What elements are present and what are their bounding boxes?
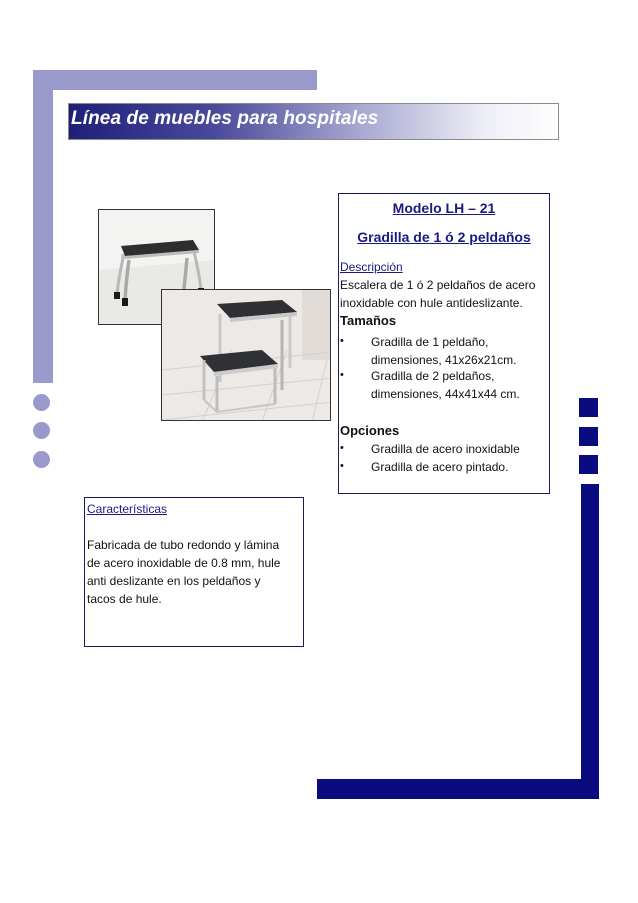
features-line: Fabricada de tubo redondo y lámina [87,538,280,552]
decor-square [579,427,598,446]
page-title: Línea de muebles para hospitales [71,108,379,129]
features-label: Características [87,502,168,516]
decor-dot [33,422,50,439]
sizes-label: Tamaños [340,313,397,328]
features-line: tacos de hule. [87,592,162,606]
decor-square [579,455,598,474]
size-item-line: dimensiones, 41x26x21cm. [371,353,517,367]
decor-navy-right-bar [581,484,599,799]
size-item-line: Gradilla de 1 peldaño, [371,335,489,349]
option-item: Gradilla de acero pintado. [371,460,509,474]
model-title: Modelo LH – 21 [392,200,496,216]
features-line: de acero inoxidable de 0.8 mm, hule [87,556,281,570]
two-step-stool-illustration [162,290,331,421]
decor-dot [33,394,50,411]
model-subtitle: Gradilla de 1 ó 2 peldaños [357,229,531,245]
product-photo-two-step [161,289,331,421]
features-line: anti deslizante en los peldaños y [87,574,261,588]
decor-navy-bottom-bar [317,779,599,799]
description-label: Descripción [340,260,403,274]
bullet-icon: • [340,460,344,472]
size-item-line: Gradilla de 2 peldaños, [371,369,495,383]
description-line: inoxidable con hule antideslizante. [340,296,523,310]
decor-lavender-top-bar [33,70,317,90]
decor-dot [33,451,50,468]
bullet-icon: • [340,442,344,454]
bullet-icon: • [340,335,344,347]
bullet-icon: • [340,369,344,381]
options-label: Opciones [340,423,400,438]
option-item: Gradilla de acero inoxidable [371,442,520,456]
size-item-line: dimensiones, 44x41x44 cm. [371,387,520,401]
decor-lavender-left-bar [33,70,53,383]
decor-square [579,398,598,417]
description-line: Escalera de 1 ó 2 peldaños de acero [340,278,536,292]
